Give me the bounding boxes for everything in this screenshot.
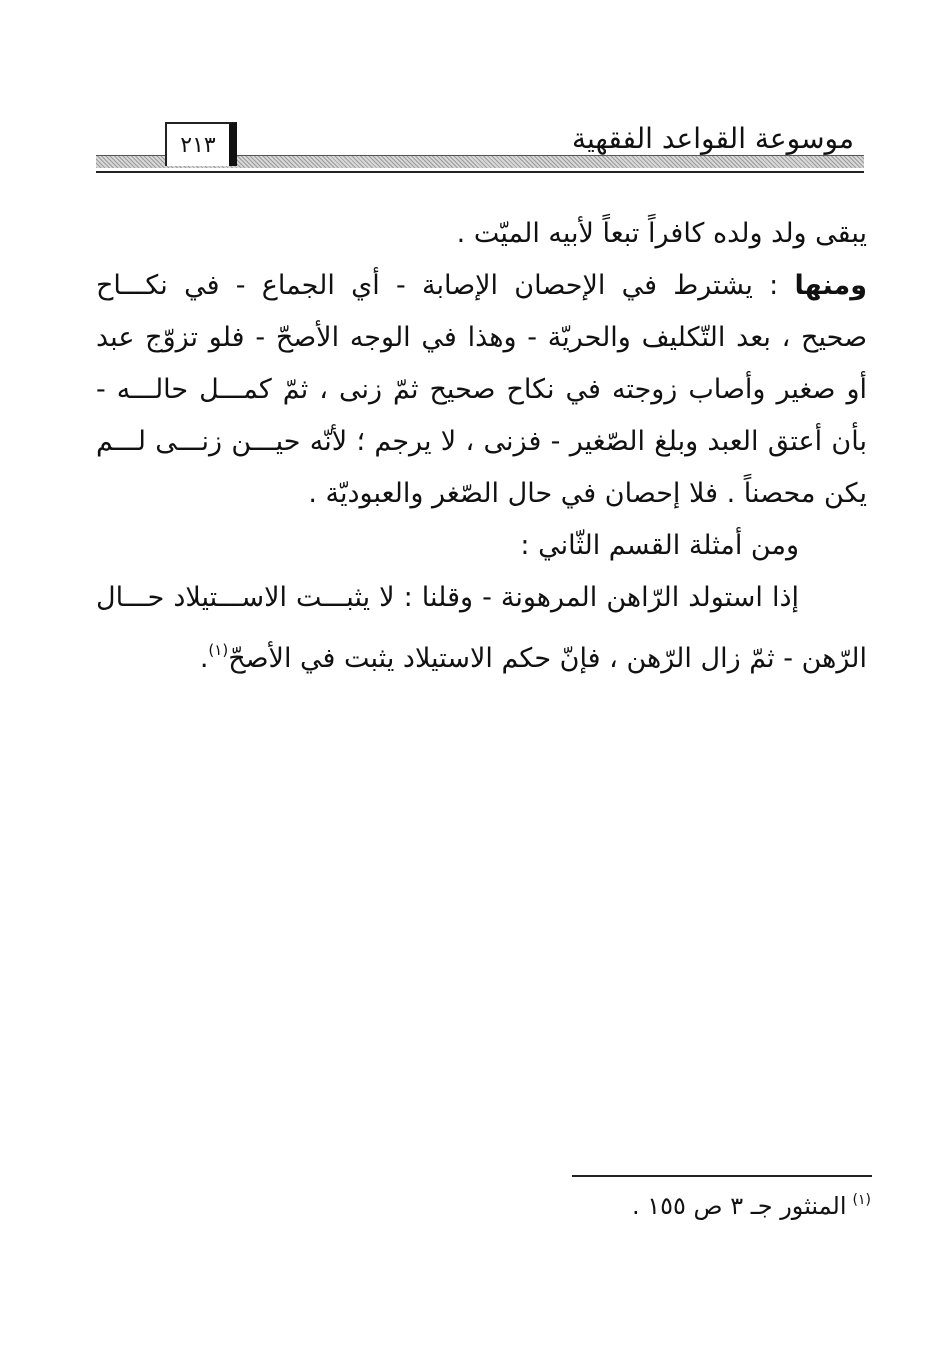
footnote-marker: (١) (852, 1192, 871, 1208)
text-line (96, 624, 867, 685)
footnote-reference: (١) (208, 641, 229, 659)
text-line: صحيح ، بعد التّكليف والحريّة - وهذا في الوجه الأصحّ - فلو تزوّج عبد (96, 322, 867, 353)
body-text (96, 208, 867, 685)
header-rule (96, 171, 864, 173)
footnote-separator (572, 1175, 872, 1177)
page-number: ٢١٣ (165, 122, 237, 166)
text-line: يكن محصناً . فلا إحصان في حال الصّغر والعبوديّة . (308, 478, 867, 509)
running-header-title: موسوعة القواعد الفقهية (571, 122, 854, 155)
text-line-end: . (199, 643, 209, 674)
footnote-text: المنثور جـ ٣ ص ١٥٥ . (631, 1192, 847, 1220)
text-line-main: الرّهن - ثمّ زال الرّهن ، فإنّ حكم الاستيلاد يثبت في الأصحّ (228, 643, 867, 674)
footnote (632, 1192, 871, 1220)
text-line: يبقى ولد ولده كافراً تبعاً لأبيه الميّت . (456, 218, 867, 249)
text-line-rest: : يشترط في الإحصان الإصابة - أي الجماع - في نكـــاح (96, 270, 779, 301)
bold-lead-word: ومنها (794, 270, 867, 301)
text-line: ومن أمثلة القسم الثّاني : (520, 530, 799, 561)
text-line: أو صغير وأصاب زوجته في نكاح صحيح ثمّ زنى ، ثمّ كمـــل حالـــه - (96, 374, 867, 405)
text-line: بأن أعتق العبد وبلغ الصّغير - فزنى ، لا يرجم ؛ لأنّه حيـــن زنـــى لـــم (96, 426, 867, 457)
text-line: إذا استولد الرّاهن المرهونة - وقلنا : لا يثبـــت الاســـتيلاد حـــال (96, 582, 799, 613)
text-line (96, 260, 867, 312)
